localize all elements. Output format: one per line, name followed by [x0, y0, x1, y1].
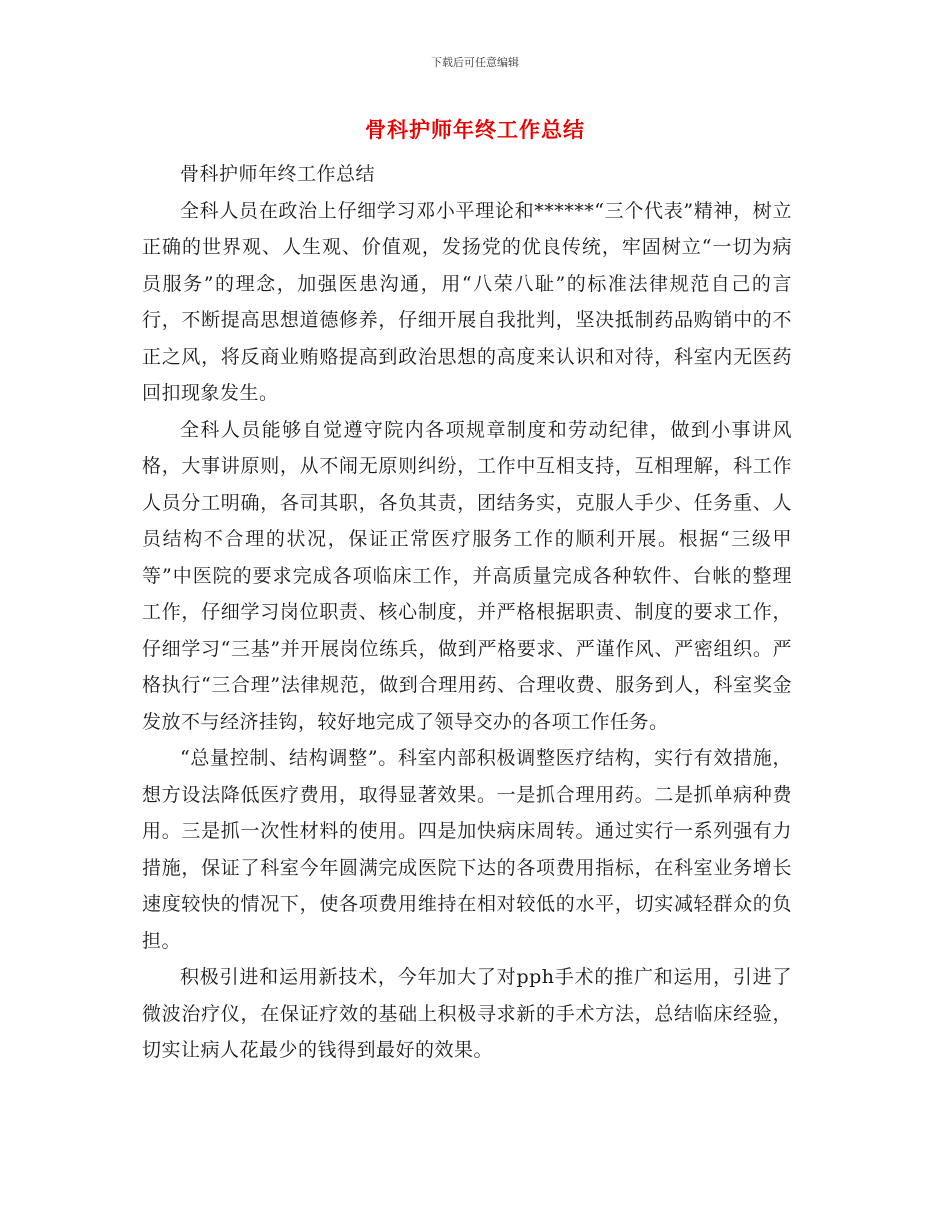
- paragraph: 全科人员在政治上仔细学习邓小平理论和******“三个代表”精神，树立正确的世界观、人生观、价值观，发扬党的优良传统，牢固树立“一切为病员服务”的理念，加强医患沟通，用“八荣八耻”的标准法律规范自己的言行，不断提高思想道德修养，仔细开展自我批判，坚决抵制药品购销中的不正之风，将反商业贿赂提高到政治思想的高度来认识和对待，科室内无医药回扣现象发生。: [142, 199, 792, 404]
- document-title: 骨科护师年终工作总结: [365, 118, 585, 142]
- paragraph: “总量控制、结构调整”。科室内部积极调整医疗结构，实行有效措施，想方设法降低医疗费用，取得显著效果。一是抓合理用药。二是抓单病种费用。三是抓一次性材料的使用。四是加快病床周转。通过实行一系列强有力措施，保证了科室今年圆满完成医院下达的各项费用指标，在科室业务增长速度较快的情况下，使各项费用维持在相对较低的水平，切实减轻群众的负担。: [142, 747, 792, 952]
- header-note: 下载后可任意编辑: [431, 56, 519, 69]
- paragraph: 全科人员能够自觉遵守院内各项规章制度和劳动纪律，做到小事讲风格，大事讲原则，从不闹无原则纠纷，工作中互相支持，互相理解，科工作人员分工明确，各司其职，各负其责，团结务实，克服人手少、任务重、人员结构不合理的状况，保证正常医疗服务工作的顺利开展。根据“三级甲等”中医院的要求完成各项临床工作，并高质量完成各种软件、台帐的整理工作，仔细学习岗位职责、核心制度，并严格根据职责、制度的要求工作，仔细学习“三基”并开展岗位练兵，做到严格要求、严谨作风、严密组织。严格执行“三合理”法律规范，做到合理用药、合理收费、服务到人，科室奖金发放不与经济挂钩，较好地完成了领导交办的各项工作任务。: [142, 418, 792, 733]
- document-body: [142, 156, 792, 1069]
- paragraph: 积极引进和运用新技术，今年加大了对pph手术的推广和运用，引进了微波治疗仪，在保证疗效的基础上积极寻求新的手术方法，总结临床经验，切实让病人花最少的钱得到最好的效果。: [142, 966, 792, 1061]
- paragraph-subtitle: 骨科护师年终工作总结: [180, 163, 376, 185]
